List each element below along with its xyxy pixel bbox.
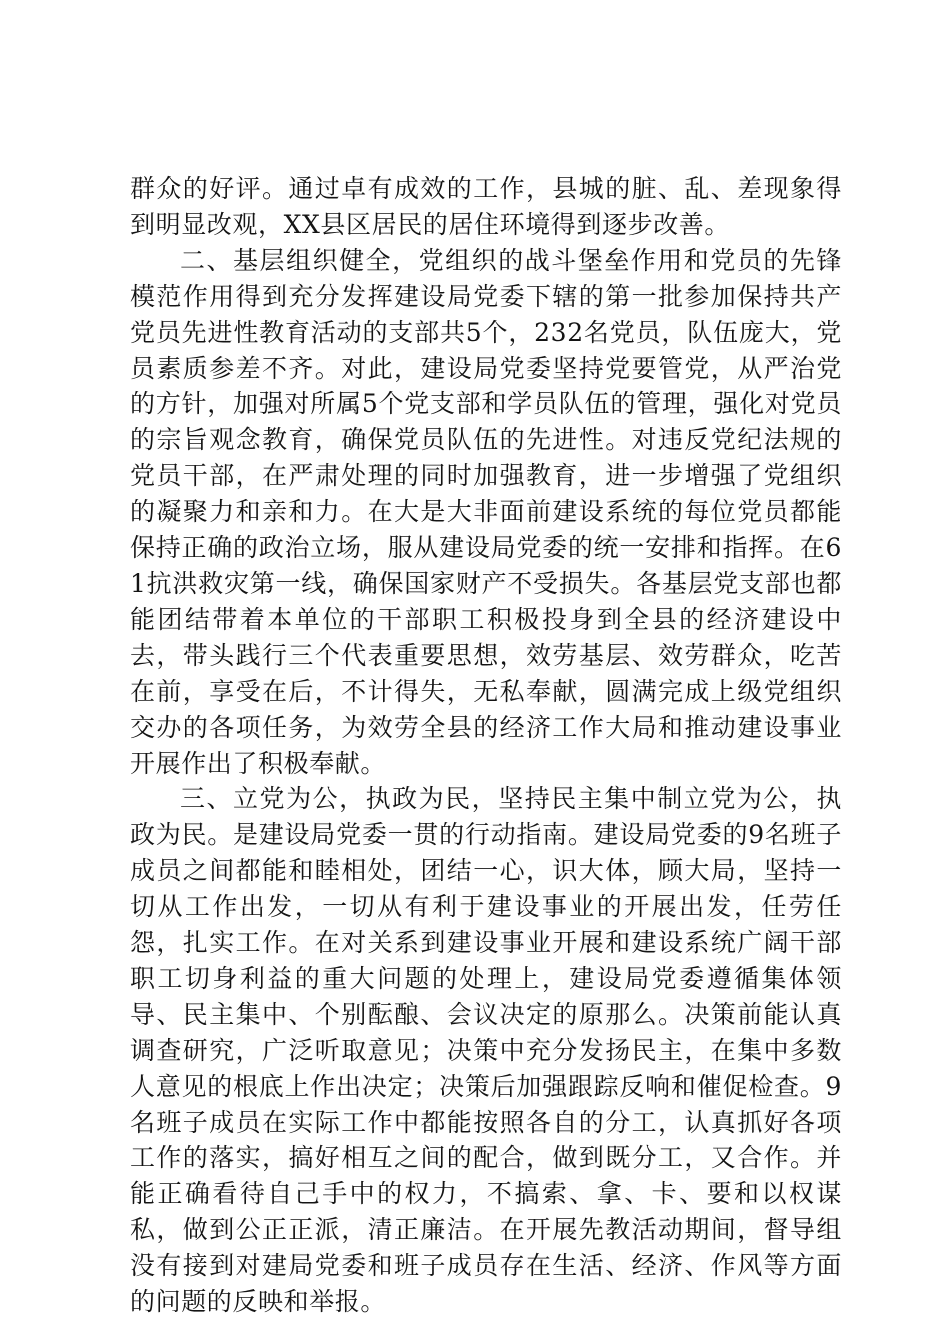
paragraph-continuation: 群众的好评。通过卓有成效的工作，县城的脏、乱、差现象得到明显改观，XX县区居民的居住环境得到逐步改善。 [130,174,842,239]
document-body [130,171,842,1320]
paragraph-democratic-centralism: 三、立党为公，执政为民，坚持民主集中制立党为公，执政为民。是建设局党委一贯的行动指南。建设局党委的9名班子成员之间都能和睦相处，团结一心，识大体，顾大局，坚持一切从工作出发，一切从有利于建设事业的开展出发，任劳任怨，扎实工作。在对关系到建设事业开展和建设系统广阔干部职工切身利益的重大问题的处理上，建设局党委遵循集体领导、民主集中、个别酝酿、会议决定的原那么。决策前能认真调查研究，广泛听取意见；决策中充分发扬民主，在集中多数人意见的根底上作出决定；决策后加强跟踪反响和催促检查。9名班子成员在实际工作中都能按照各自的分工，认真抓好各项工作的落实，搞好相互之间的配合，做到既分工，又合作。并能正确看待自己手中的权力，不搞索、拿、卡、要和以权谋私，做到公正正派，清正廉洁。在开展先教活动期间，督导组没有接到对建局党委和班子成员存在生活、经济、作风等方面的问题的反映和举报。 [130,784,842,1317]
paragraph-grassroots-organization: 二、基层组织健全，党组织的战斗堡垒作用和党员的先锋模范作用得到充分发挥建设局党委下辖的第一批参加保持共产党员先进性教育活动的支部共5个，232名党员，队伍庞大，党员素质参差不齐。对此，建设局党委坚持党要管党，从严治党的方针，加强对所属5个党支部和学员队伍的管理，强化对党员的宗旨观念教育，确保党员队伍的先进性。对违反党纪法规的党员干部，在严肃处理的同时加强教育，进一步增强了党组织的凝聚力和亲和力。在大是大非面前建设系统的每位党员都能保持正确的政治立场，服从建设局党委的统一安排和指挥。在61抗洪救灾第一线，确保国家财产不受损失。各基层党支部也都能团结带着本单位的干部职工积极投身到全县的经济建设中去，带头践行三个代表重要思想，效劳基层、效劳群众，吃苦在前，享受在后，不计得失，无私奉献，圆满完成上级党组织交办的各项任务，为效劳全县的经济工作大局和推动建设事业开展作出了积极奉献。 [130,245,842,778]
